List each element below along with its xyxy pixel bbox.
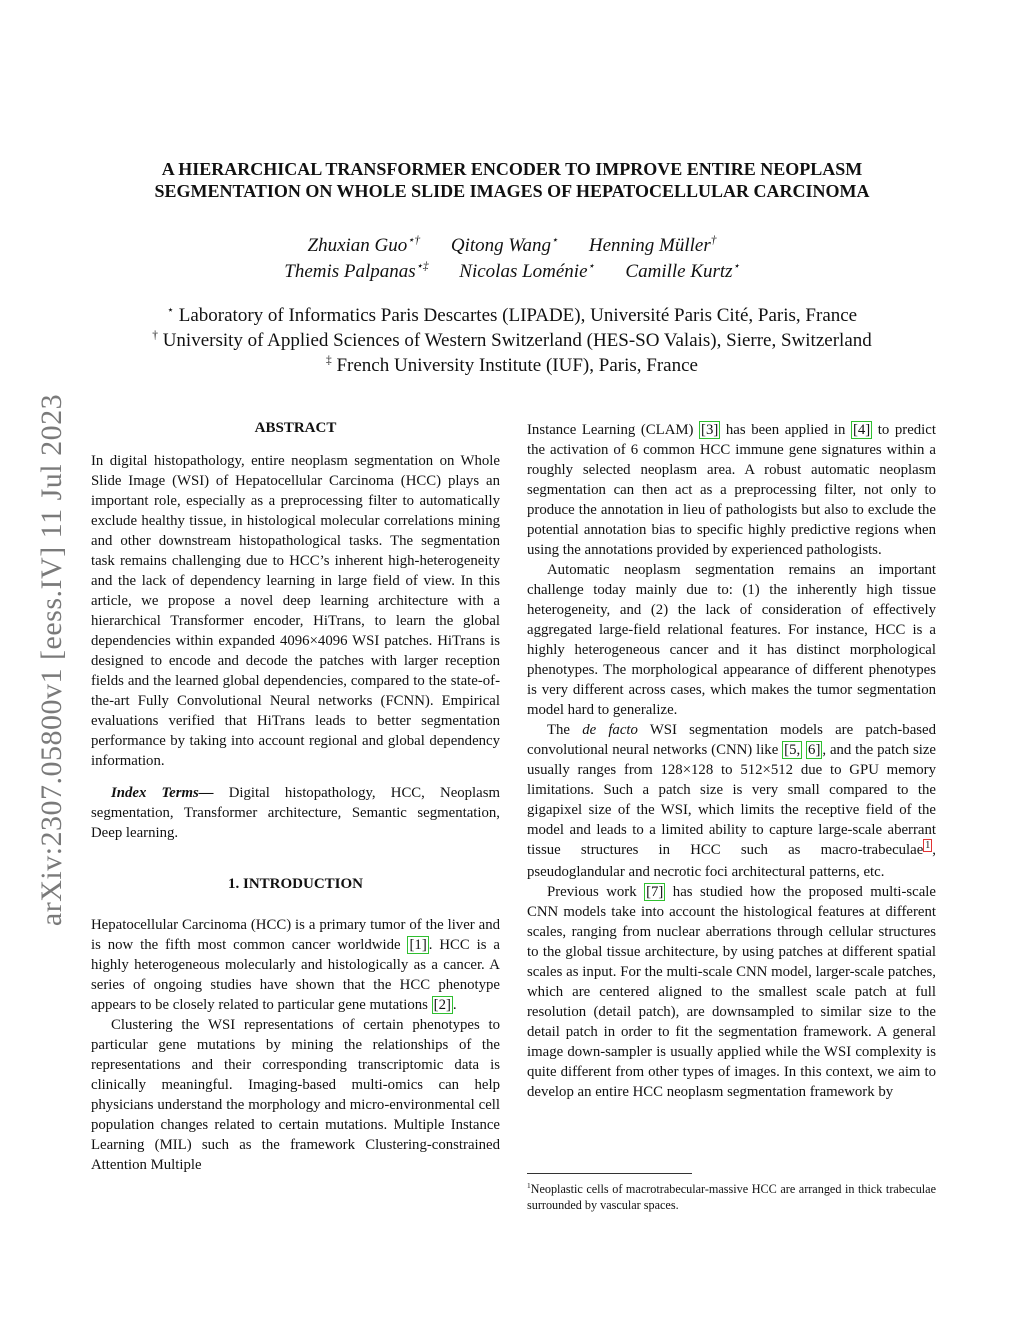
citation-link[interactable]: [5,	[784, 742, 801, 758]
author-list	[60, 233, 964, 285]
author: Qitong Wang⋆	[450, 234, 559, 256]
affiliation: † University of Applied Sciences of Western Switzerland (HES-SO Valais), Sierre, Switzerland	[152, 329, 872, 351]
citation-link[interactable]: [4]	[852, 422, 871, 438]
citation-link[interactable]: 6]	[808, 742, 821, 758]
author: Themis Palpanas⋆‡	[284, 260, 429, 282]
title-line-2: SEGMENTATION ON WHOLE SLIDE IMAGES OF HEPATOCELLULAR CARCINOMA	[154, 181, 870, 201]
title-line-1: A HIERARCHICAL TRANSFORMER ENCODER TO IMPROVE ENTIRE NEOPLASM	[161, 159, 863, 179]
citation-link[interactable]: [7]	[646, 884, 664, 900]
intro-paragraph: Clustering the WSI representations of certain phenotypes to particular gene mutations by mining the relationships of the representations and their corresponding transcriptomic data is clinically meaningful. Imaging-based multi-omics can help physicians understand the morphology and micro-environmental cell population changes related to certain mutations. Multiple Instance Learning (MIL) such as the framework Clustering-constrained Attention Multiple	[91, 1017, 500, 1173]
author: Nicolas Loménie⋆	[459, 260, 595, 282]
affiliations	[60, 303, 964, 378]
right-column	[527, 420, 936, 1102]
intro-paragraph: The de facto WSI segmentation models are patch-based convolutional neural networks (CNN) like [5, 6] , and the patch size usually ranges from 128×128 to 512×512 due to GPU memory limitations. Such a patch size is very small compared to the gigapixel size of the WSI, which limits the receptive field of the model and leads to a limited ability to capture large-scale aberrant tissue structures in HCC such as macro-trabeculae $^1$ , pseudoglandular and necrotic foci architectural patterns, etc.	[527, 722, 936, 880]
author: Henning Müller†	[588, 234, 717, 256]
citation-link[interactable]: [2]	[433, 997, 451, 1013]
abstract-text: In digital histopathology, entire neoplasm segmentation on Whole Slide Image (WSI) of Hepatocellular Carcinoma (HCC) plays an important role, especially as a preprocessing filter to automatically exclude healthy tissue, in histological molecular correlations mining and other downstream histopathological tasks. The segmentation task remains challenging due to HCC’s inherent high-heterogeneity and the lack of dependency learning in large field of view. In this article, we propose a novel deep learning architecture with a hierarchical Transformer encoder, HiTrans, to learn the global dependencies within expanded 4096×4096 WSI patches. HiTrans is designed to encode and decode the patches with larger reception fields and the learned global dependencies, compared to the state-of-the-art Fully Convolutional Neural networks (FCNN). Empirical evaluations verified that HiTrans leads to better segmentation performance by taking into account regional and global dependency information.	[91, 453, 500, 769]
intro-paragraph: Automatic neoplasm segmentation remains an important challenge today mainly due to: (1) the inherently high tissue heterogeneity, and (2) the lack of consideration of effectively aggregated large-field relational features. For instance, HCC is a highly heterogeneous cancer and it has distinct morphological phenotypes. The morphological appearance of different phenotypes is very different across cases, which makes the tumor segmentation model hard to generalize.	[527, 562, 936, 718]
intro-paragraph: Instance Learning (CLAM) [3] has been applied in [4] to predict the activation of 6 common HCC immune gene signatures within a roughly selected neoplasm area. A robust automatic neoplasm segmentation can then act as a preprocessing filter, not only to produce the annotation in lieu of pathologists but also to exclude the potential annotation bias to specific highly predictive regions when using the annotations provided by experienced pathologists.	[527, 422, 936, 558]
intro-paragraph: Previous work [7] has studied how the proposed multi-scale CNN models take into account the histological features at different scales, ranging from nuclear aberrations through cellular structures to the global tissue architecture, by using patches at different spatial scales as input. For the multi-scale CNN model, larger-scale patches, which are centered aligned to the smallest scale patch at full resolution (detail patch), are downsampled to similar size to the detail patch in order to fit the segmentation framework. A general image down-sampler is usually applied while the WSI complexity is quite different from other types of images. In this context, we aim to develop an entire HCC neoplasm segmentation framework by	[527, 884, 936, 1100]
affiliation: ‡ French University Institute (IUF), Paris, France	[326, 354, 698, 376]
author-row-2	[60, 259, 964, 285]
author: Camille Kurtz⋆	[625, 260, 740, 282]
footnote-divider	[527, 1173, 692, 1174]
affiliation: ⋆ Laboratory of Informatics Paris Descartes (LIPADE), Université Paris Cité, Paris, France	[166, 304, 858, 326]
paper-title	[60, 158, 964, 202]
citation-link[interactable]: [1]	[409, 937, 427, 953]
footnote-link[interactable]: 1	[925, 840, 931, 851]
author-row-1	[60, 233, 964, 259]
intro-heading: 1. INTRODUCTION	[227, 876, 363, 892]
index-terms: Index Terms— Digital histopathology, HCC, Neoplasm segmentation, Transformer architecture, Semantic segmentation, Deep learning.	[91, 785, 501, 841]
citation-link[interactable]: [3]	[701, 422, 719, 438]
left-column	[91, 418, 500, 1175]
author: Zhuxian Guo⋆†	[307, 234, 421, 256]
footnote: $^1$Neoplastic cells of macrotrabecular-massive HCC are arranged in thick trabeculae surrounded by vascular spaces.	[527, 1180, 936, 1212]
intro-paragraph: Hepatocellular Carcinoma (HCC) is a primary tumor of the liver and is now the fifth most common cancer worldwide [1] . HCC is a highly heterogeneous molecularly and histologically as a cancer. A series of ongoing studies have shown that the HCC phenotype appears to be closely related to particular gene mutations [2] .	[91, 917, 500, 1013]
arxiv-watermark: arXiv:2307.05800v1 [eess.IV] 11 Jul 2023	[35, 393, 68, 927]
abstract-heading: ABSTRACT	[254, 420, 337, 436]
